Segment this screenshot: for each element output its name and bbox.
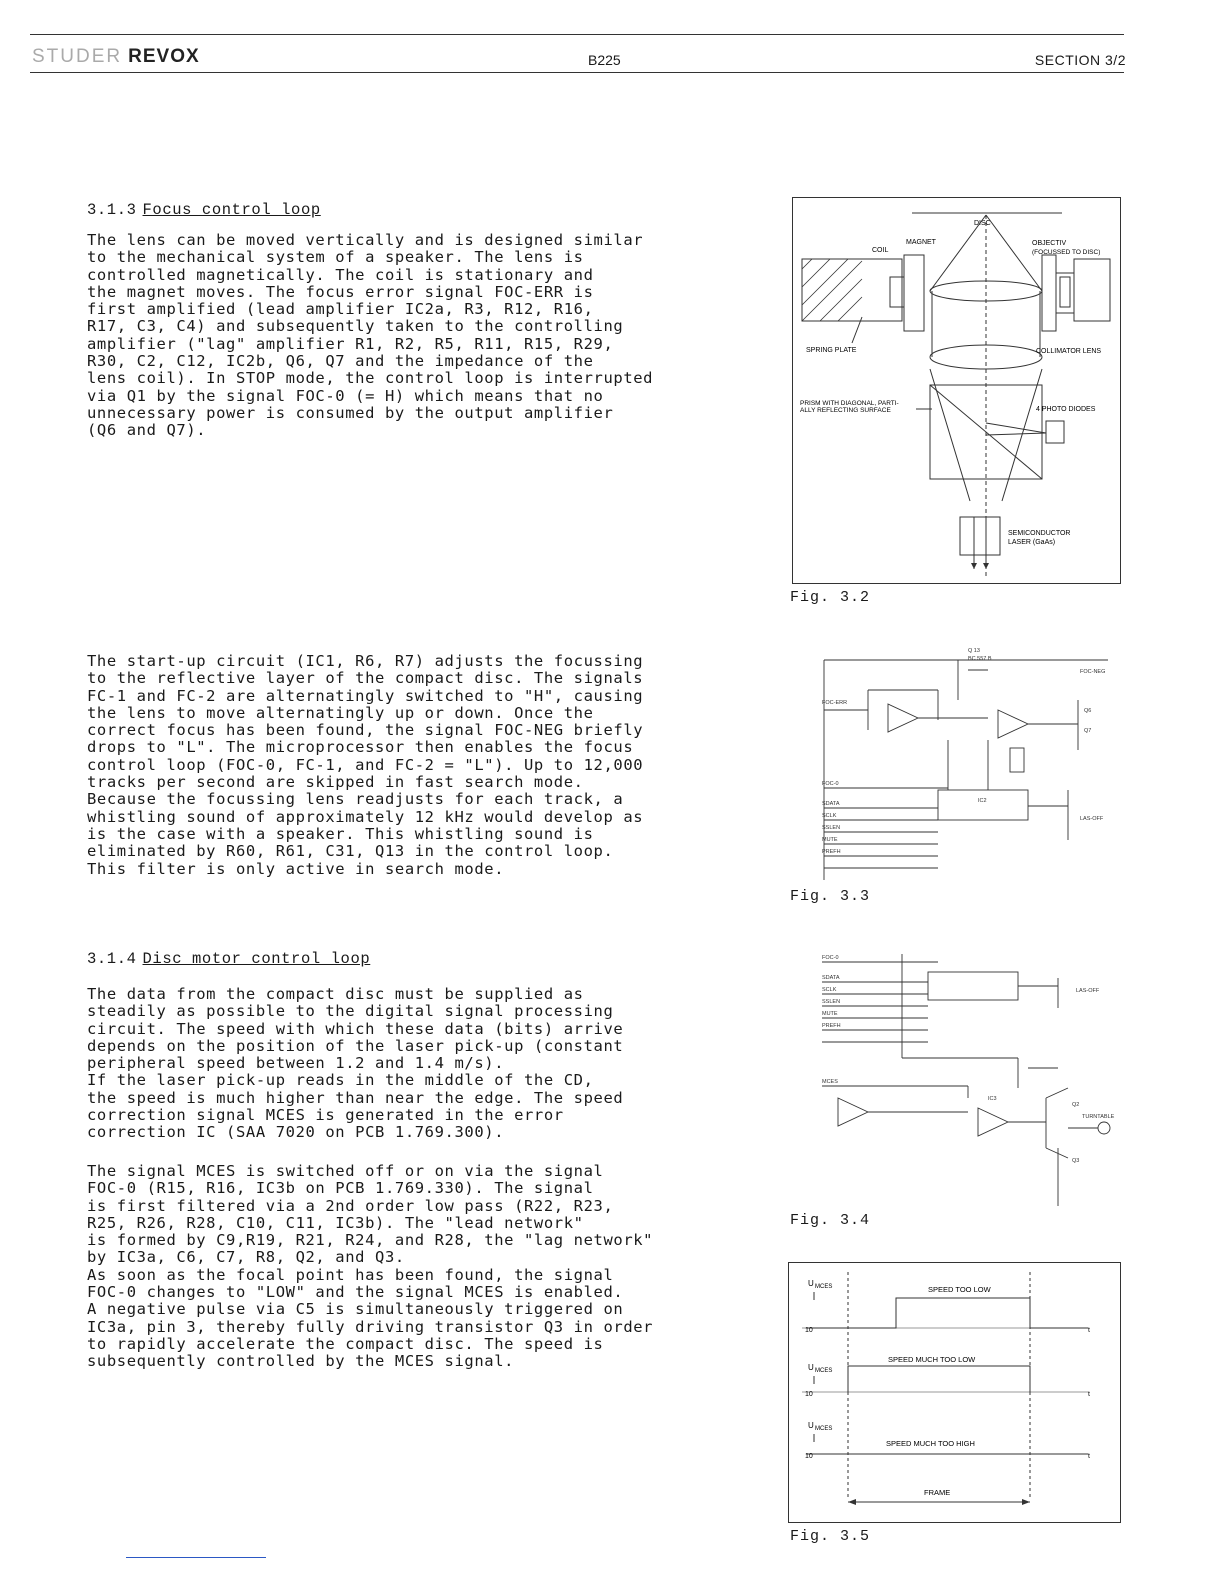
brand-revox: REVOX (128, 46, 200, 67)
heading-number: 3.1.3 (87, 201, 137, 219)
figure-3-3-focus-schematic (818, 640, 1118, 890)
svg-text:PREFH: PREFH (822, 1023, 841, 1029)
text-line: unnecessary power is consumed by the output amplifier (87, 403, 614, 422)
svg-text:t: t (1088, 1327, 1090, 1334)
caption-fig-3-3: Fig. 3.3 (790, 888, 871, 905)
text-line: to the mechanical system of a speaker. The lens is (87, 248, 584, 267)
svg-text:10: 10 (805, 1453, 813, 1460)
svg-text:FOC-NEG: FOC-NEG (1080, 669, 1106, 675)
text-line: circuit. The speed with which these data (bits) arrive (87, 1019, 624, 1038)
svg-text:LAS-OFF: LAS-OFF (1080, 816, 1104, 822)
laser-diode (960, 517, 1000, 555)
text-line: to rapidly accelerate the compact disc. The speed is (87, 1334, 604, 1353)
text-line: IC3a, pin 3, thereby fully driving transistor Q3 in order (87, 1317, 654, 1336)
svg-text:SSLEN: SSLEN (822, 999, 841, 1005)
svg-text:BC 557 B: BC 557 B (968, 656, 992, 662)
text-line: the lens to move alternatingly up or down. Once the (87, 703, 594, 722)
label-focussed: (FOCUSSED TO DISC) (1032, 249, 1101, 256)
text-line: As soon as the focal point has been found, the signal (87, 1265, 614, 1284)
text-line: The lens can be moved vertically and is designed similar (87, 231, 644, 249)
label-photo-diodes: 4 PHOTO DIODES (1036, 406, 1096, 413)
svg-text:SSLEN: SSLEN (822, 825, 841, 831)
text-line: FC-1 and FC-2 are alternatingly switched to "H", causing (87, 686, 644, 705)
svg-text:SPEED MUCH TOO HIGH: SPEED MUCH TOO HIGH (886, 1439, 975, 1448)
text-line: control loop (FOC-0, FC-1, and FC-2 = "L"). Up to 12,000 (87, 755, 644, 774)
label-prism-1: PRISM WITH DIAGONAL, PARTI- (800, 400, 899, 407)
text-line: The data from the compact disc must be supplied as (87, 985, 584, 1003)
text-line: peripheral speed between 1.2 and 1.4 m/s). (87, 1054, 505, 1073)
svg-text:t: t (1088, 1391, 1090, 1398)
paragraph-startup-circuit (87, 653, 643, 878)
label-objective: OBJECTIV (1032, 240, 1067, 247)
text-line: to the reflective layer of the compact disc. The signals (87, 669, 644, 688)
svg-text:t: t (1088, 1453, 1090, 1460)
svg-text:Q 13: Q 13 (968, 648, 980, 654)
svg-text:IC3: IC3 (988, 1096, 997, 1102)
text-line: R30, C2, C12, IC2b, Q6, Q7 and the impedance of the (87, 352, 594, 371)
text-line: correction signal MCES is generated in the error (87, 1106, 564, 1125)
svg-text:10: 10 (805, 1391, 813, 1398)
objective-lens (930, 281, 1042, 301)
text-line: is first filtered via a 2nd order low pass (R22, R23, (87, 1196, 614, 1215)
text-line: whistling sound of approximately 12 kHz would develop as (87, 807, 644, 826)
heading-title: Disc motor control loop (142, 950, 371, 968)
svg-text:MCES: MCES (815, 1368, 833, 1374)
frame-indicator (848, 1488, 1030, 1505)
trace-speed-much-too-low (802, 1355, 1090, 1398)
text-line: If the laser pick-up reads in the middle of the CD, (87, 1071, 594, 1090)
header-rule-top (30, 34, 1124, 35)
text-line: Because the focussing lens readjusts for each track, a (87, 790, 624, 809)
header-rule-bottom (30, 72, 1124, 73)
svg-text:FOC-0: FOC-0 (822, 955, 839, 961)
text-line: correction IC (SAA 7020 on PCB 1.769.300). (87, 1123, 505, 1142)
label-coil: COIL (872, 247, 889, 254)
paragraph-disc-motor-1 (87, 986, 623, 1142)
svg-text:SDATA: SDATA (822, 975, 840, 981)
figure-3-2-optical-pickup (792, 197, 1122, 585)
text-line: A negative pulse via C5 is simultaneously triggered on (87, 1300, 624, 1319)
svg-text:MUTE: MUTE (822, 1011, 838, 1017)
brand-logo (32, 46, 200, 68)
svg-text:LAS-OFF: LAS-OFF (1076, 988, 1100, 994)
svg-text:PREFH: PREFH (822, 849, 841, 855)
text-line: correct focus has been found, the signal FOC-NEG briefly (87, 721, 644, 740)
schematic-labels (822, 648, 1105, 855)
svg-text:Q2: Q2 (1072, 1102, 1080, 1108)
text-line: first amplified (lead amplifier IC2a, R3, R12, R16, (87, 300, 594, 319)
text-line: controlled magnetically. The coil is stationary and (87, 265, 594, 284)
figure-frame (789, 1263, 1121, 1523)
svg-text:IC2: IC2 (978, 798, 987, 804)
label-laser-1: SEMICONDUCTOR (1008, 530, 1071, 537)
footer-rule (126, 1557, 266, 1558)
caption-fig-3-2: Fig. 3.2 (790, 589, 871, 606)
model-number: B225 (588, 52, 621, 68)
svg-text:Q6: Q6 (1084, 708, 1092, 714)
label-spring-plate: SPRING PLATE (806, 347, 857, 354)
schematic-labels (822, 955, 1115, 1164)
svg-text:FRAME: FRAME (924, 1488, 951, 1497)
svg-text:FOC-0: FOC-0 (822, 781, 839, 787)
text-line: R25, R26, R28, C10, C11, IC3b). The "lead network" (87, 1213, 584, 1232)
svg-text:MUTE: MUTE (822, 837, 838, 843)
svg-text:SCLK: SCLK (822, 813, 837, 819)
svg-text:U: U (808, 1421, 814, 1430)
heading-title: Focus control loop (142, 201, 321, 219)
svg-text:U: U (808, 1279, 814, 1288)
paragraph-disc-motor-2 (87, 1163, 653, 1371)
svg-text:TURNTABLE: TURNTABLE (1082, 1114, 1115, 1120)
svg-text:U: U (808, 1363, 814, 1372)
svg-text:Q3: Q3 (1072, 1158, 1080, 1164)
text-line: eliminated by R60, R61, C31, Q13 in the control loop. (87, 842, 614, 861)
text-line: FOC-0 changes to "LOW" and the signal MCES is enabled. (87, 1283, 624, 1302)
text-line: is formed by C9,R19, R21, R24, and R28, the "lag network" (87, 1231, 654, 1250)
text-line: via Q1 by the signal FOC-0 (= H) which means that no (87, 386, 604, 405)
text-line: R17, C3, C4) and subsequently taken to the controlling (87, 317, 624, 336)
heading-focus-control-loop (87, 201, 321, 219)
text-line: This filter is only active in search mode. (87, 859, 505, 878)
text-line: (Q6 and Q7). (87, 421, 207, 440)
svg-text:Q7: Q7 (1084, 728, 1092, 734)
svg-text:SPEED MUCH TOO LOW: SPEED MUCH TOO LOW (888, 1355, 976, 1364)
text-line: by IC3a, C6, C7, R8, Q2, and Q3. (87, 1248, 405, 1267)
text-line: lens coil). In STOP mode, the control loop is interrupted (87, 369, 654, 388)
svg-text:SDATA: SDATA (822, 801, 840, 807)
text-line: subsequently controlled by the MCES signal. (87, 1352, 515, 1371)
caption-fig-3-5: Fig. 3.5 (790, 1528, 871, 1545)
svg-text:MCES: MCES (815, 1284, 833, 1290)
text-line: drops to "L". The microprocessor then enables the focus (87, 738, 634, 757)
text-line: steadily as possible to the digital signal processing (87, 1002, 614, 1021)
figure-3-5-mces-timing (788, 1262, 1122, 1524)
brand-studer: STUDER (32, 46, 123, 67)
text-line: depends on the position of the laser pick-up (constant (87, 1036, 624, 1055)
caption-fig-3-4: Fig. 3.4 (790, 1212, 871, 1229)
text-line: the magnet moves. The focus error signal FOC-ERR is (87, 282, 594, 301)
text-line: is the case with a speaker. This whistling sound is (87, 824, 594, 843)
trace-speed-too-low (802, 1279, 1090, 1334)
svg-text:10: 10 (805, 1327, 813, 1334)
text-line: the speed is much higher than near the edge. The speed (87, 1088, 624, 1107)
heading-disc-motor-control-loop (87, 950, 370, 968)
text-line: The signal MCES is switched off or on via the signal (87, 1162, 604, 1180)
svg-text:MCES: MCES (815, 1426, 833, 1432)
section-number: SECTION 3/2 (1034, 52, 1126, 68)
text-line: The start-up circuit (IC1, R6, R7) adjusts the focussing (87, 652, 644, 670)
photo-diodes (1046, 421, 1064, 443)
figure-3-4-disc-motor-schematic (818, 948, 1118, 1214)
paragraph-focus-control (87, 232, 653, 440)
coil-magnet-assembly (802, 255, 1110, 331)
schematic-wiring (822, 954, 1110, 1206)
svg-text:MCES: MCES (822, 1079, 838, 1085)
label-prism-2: ALLY REFLECTING SURFACE (800, 407, 891, 414)
text-line: amplifier ("lag" amplifier R1, R2, R5, R11, R15, R29, (87, 334, 614, 353)
svg-text:SPEED TOO LOW: SPEED TOO LOW (928, 1285, 991, 1294)
text-line: FOC-0 (R15, R16, IC3b on PCB 1.769.330). The signal (87, 1179, 594, 1198)
heading-number: 3.1.4 (87, 950, 137, 968)
label-disc: DISC (974, 220, 991, 227)
text-line: tracks per second are skipped in fast search mode. (87, 773, 584, 792)
svg-text:FOC-ERR: FOC-ERR (822, 700, 848, 706)
label-collimator: COLLIMATOR LENS (1036, 348, 1102, 355)
label-magnet: MAGNET (906, 239, 936, 246)
svg-text:SCLK: SCLK (822, 987, 837, 993)
schematic-wiring (824, 660, 1108, 880)
label-laser-2: LASER (GaAs) (1008, 539, 1056, 546)
